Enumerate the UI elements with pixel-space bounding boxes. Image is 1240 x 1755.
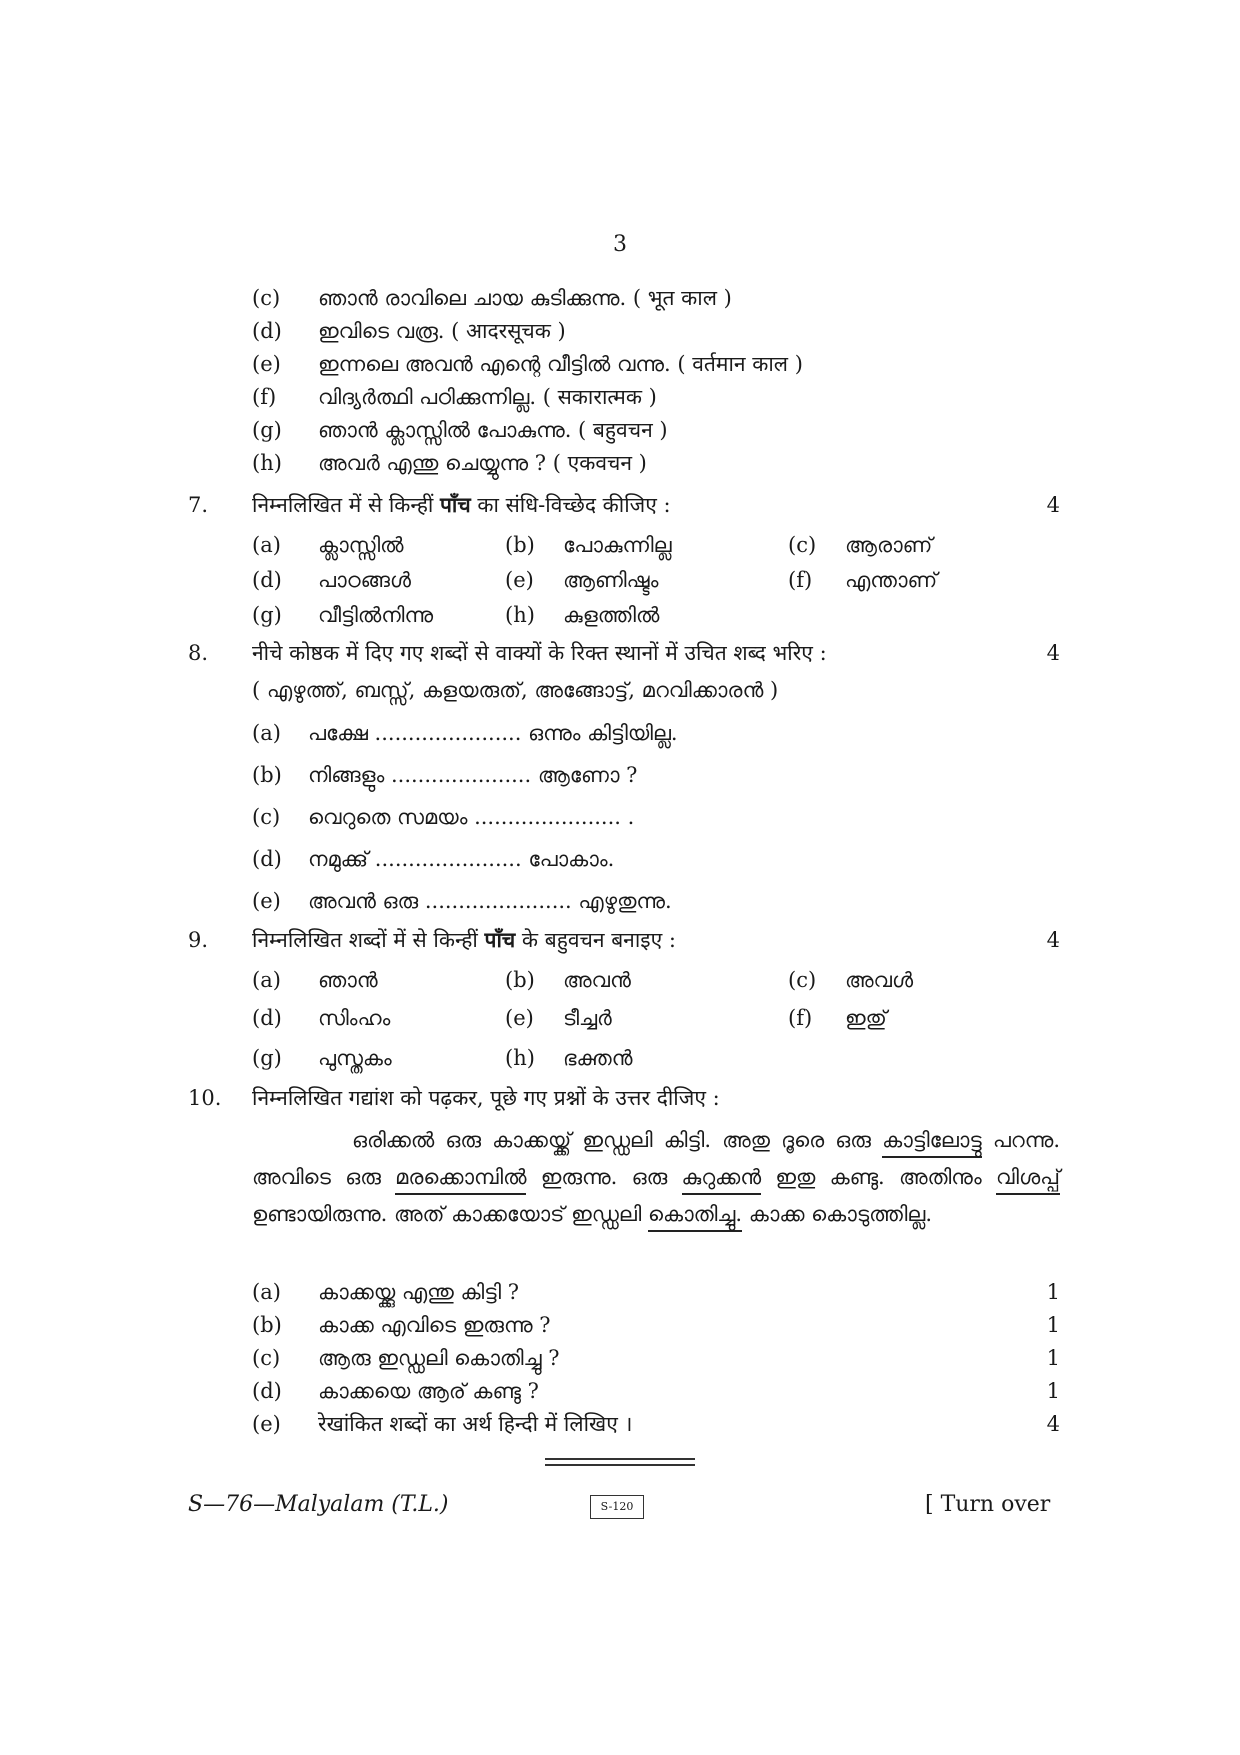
- marks: 4: [1046, 1412, 1060, 1436]
- item-label: (c): [252, 286, 281, 310]
- marks: 1: [1046, 1280, 1060, 1304]
- item-label: (a): [252, 721, 281, 745]
- item-label: (g): [252, 1046, 282, 1070]
- passage-run: ഒരിക്കൽ ഒരു കാക്കയ്ക്ക് ഇഡ്ഡലി കിട്ടി. അതു ദൂരെ ഒരു: [352, 1128, 883, 1152]
- item-label: (h): [252, 451, 282, 475]
- passage-run: ഇതു കണ്ടു. അതിനും: [761, 1165, 996, 1189]
- item-text: നിങ്ങളും ..................... ആണോ ?: [308, 763, 638, 787]
- item-text: रेखांकित शब्दों का अर्थ हिन्दी में लिखिए ।: [318, 1412, 633, 1436]
- prompt-text: का संधि-विच्छेद कीजिए :: [470, 493, 671, 517]
- item-text: വിദ്യർത്ഥി പഠിക്കുന്നില്ല. ( सकारात्मक ): [318, 385, 657, 409]
- item-label: (e): [252, 889, 281, 913]
- item-text: പാഠങ്ങൾ: [318, 568, 411, 592]
- item-text: കുളത്തിൽ: [563, 603, 660, 627]
- item-label: (f): [788, 568, 813, 592]
- word-box: ( എഴുത്ത്, ബസ്സ്, കളയരുത്, അങ്ങോട്ട്, മറവിക്കാരൻ ): [252, 678, 779, 702]
- underlined-word: വിശപ്പ്: [996, 1165, 1060, 1195]
- item-text: വീട്ടിൽനിന്നു: [318, 603, 434, 627]
- underlined-word: കൊതിച്ചു.: [648, 1202, 742, 1232]
- turn-over: [ Turn over: [925, 1492, 1051, 1517]
- item-text: നമുക്കു് ...................... പോകാം.: [308, 847, 615, 871]
- item-text: ഞാൻ രാവിലെ ചായ കുടിക്കുന്നു. ( भूत काल ): [318, 286, 732, 310]
- box-code: S-120: [590, 1495, 644, 1519]
- item-text: ഞാൻ: [318, 968, 378, 992]
- item-label: (d): [252, 1379, 282, 1403]
- item-label: (h): [505, 1046, 535, 1070]
- underlined-word: മരക്കൊമ്പിൽ: [395, 1165, 526, 1195]
- question-number: 10.: [188, 1086, 222, 1110]
- item-label: (d): [252, 847, 282, 871]
- item-label: (f): [788, 1006, 813, 1030]
- item-text: എന്താണ്: [845, 568, 938, 592]
- page-number: 3: [613, 232, 627, 257]
- passage-text: [252, 1122, 1060, 1233]
- item-text: അവർ എന്തു ചെയ്യുന്നു ? ( एकवचन ): [318, 451, 647, 475]
- item-label: (c): [252, 805, 281, 829]
- item-label: (f): [252, 385, 277, 409]
- item-text: ഇന്നലെ അവൻ എന്റെ വീട്ടിൽ വന്നു. ( वर्तमान काल ): [318, 352, 803, 376]
- marks: 4: [1046, 928, 1060, 952]
- item-text: കാക്കയെ ആര് കണ്ടു ?: [318, 1379, 539, 1403]
- item-label: (a): [252, 533, 281, 557]
- prompt-text: निम्नलिखित में से किन्हीं: [252, 493, 440, 517]
- end-divider: [545, 1458, 695, 1460]
- item-text: പക്ഷേ ...................... ഒന്നും കിട്ടിയില്ല.: [308, 721, 678, 745]
- question-number: 7.: [188, 493, 209, 517]
- prompt-text: निम्नलिखित शब्दों में से किन्हीं: [252, 928, 485, 952]
- item-text: ആരു ഇഡ്ഡലി കൊതിച്ചു ?: [318, 1346, 560, 1370]
- item-label: (c): [252, 1346, 281, 1370]
- item-text: ഭക്തൻ: [563, 1046, 633, 1070]
- item-label: (a): [252, 1280, 281, 1304]
- marks: 4: [1046, 641, 1060, 665]
- item-label: (b): [252, 763, 282, 787]
- question-prompt: निम्नलिखित गद्यांश को पढ़कर, पूछे गए प्रश्नों के उत्तर दीजिए :: [252, 1086, 720, 1110]
- item-text: അവൻ: [563, 968, 631, 992]
- question-number: 9.: [188, 928, 209, 952]
- passage: [252, 1122, 1060, 1233]
- item-label: (e): [505, 568, 534, 592]
- item-text: ടീച്ചർ: [563, 1006, 612, 1030]
- item-label: (b): [252, 1313, 282, 1337]
- item-label: (g): [252, 418, 282, 442]
- item-text: സിംഹം: [318, 1006, 391, 1030]
- item-label: (b): [505, 968, 535, 992]
- question-prompt: नीचे कोष्ठक में दिए गए शब्दों से वाक्यों के रिक्त स्थानों में उचित शब्द भरिए :: [252, 641, 827, 665]
- underlined-word: കുറുക്കൻ: [682, 1165, 762, 1195]
- paper-code: S—76—Malyalam (T.L.): [188, 1492, 449, 1517]
- question-number: 8.: [188, 641, 209, 665]
- item-text: ക്ലാസ്സിൽ: [318, 533, 404, 557]
- prompt-bold: पाँच: [439, 492, 471, 517]
- item-text: അവൻ ഒരു ...................... എഴുതുന്നു.: [308, 889, 672, 913]
- item-label: (d): [252, 568, 282, 592]
- item-text: ഇവിടെ വരൂ. ( आदरसूचक ): [318, 319, 566, 343]
- item-text: പോകുന്നില്ല: [563, 533, 672, 557]
- item-text: ഇതു്: [845, 1006, 887, 1030]
- item-label: (c): [788, 533, 817, 557]
- item-label: (h): [505, 603, 535, 627]
- item-text: പുസ്തകം: [318, 1046, 392, 1070]
- prompt-text: के बहुवचन बनाइए :: [515, 928, 676, 952]
- passage-run: പറന്നു. അവിടെ ഒരു: [252, 1128, 1060, 1189]
- underlined-word: കാട്ടിലോട്ടു: [882, 1128, 982, 1158]
- item-text: ആണിഷ്ടം: [563, 568, 659, 592]
- item-text: കാക്കയ്ക്കു എന്തു കിട്ടി ?: [318, 1280, 520, 1304]
- question-prompt: [252, 925, 676, 955]
- marks: 4: [1046, 493, 1060, 517]
- item-text: അവൾ: [845, 968, 914, 992]
- passage-run: ഇരുന്നു. ഒരു: [526, 1165, 682, 1189]
- item-label: (e): [505, 1006, 534, 1030]
- prompt-bold: पाँच: [484, 927, 516, 952]
- marks: 1: [1046, 1313, 1060, 1337]
- item-label: (e): [252, 352, 281, 376]
- marks: 1: [1046, 1346, 1060, 1370]
- item-text: കാക്ക എവിടെ ഇരുന്നു ?: [318, 1313, 551, 1337]
- marks: 1: [1046, 1379, 1060, 1403]
- item-label: (g): [252, 603, 282, 627]
- item-label: (d): [252, 1006, 282, 1030]
- item-label: (e): [252, 1412, 281, 1436]
- item-text: വെറുതെ സമയം ...................... .: [308, 805, 635, 829]
- item-label: (b): [505, 533, 535, 557]
- item-label: (a): [252, 968, 281, 992]
- question-prompt: [252, 490, 671, 520]
- passage-run: കാക്ക കൊടുത്തില്ല.: [742, 1202, 933, 1226]
- end-divider: [545, 1464, 695, 1466]
- item-text: ഞാൻ ക്ലാസ്സിൽ പോകുന്നു. ( बहुवचन ): [318, 418, 668, 442]
- item-label: (c): [788, 968, 817, 992]
- passage-run: ഉണ്ടായിരുന്നു. അത് കാക്കയോട് ഇഡ്ഡലി: [252, 1202, 649, 1226]
- item-text: ആരാണ്: [845, 533, 933, 557]
- item-label: (d): [252, 319, 282, 343]
